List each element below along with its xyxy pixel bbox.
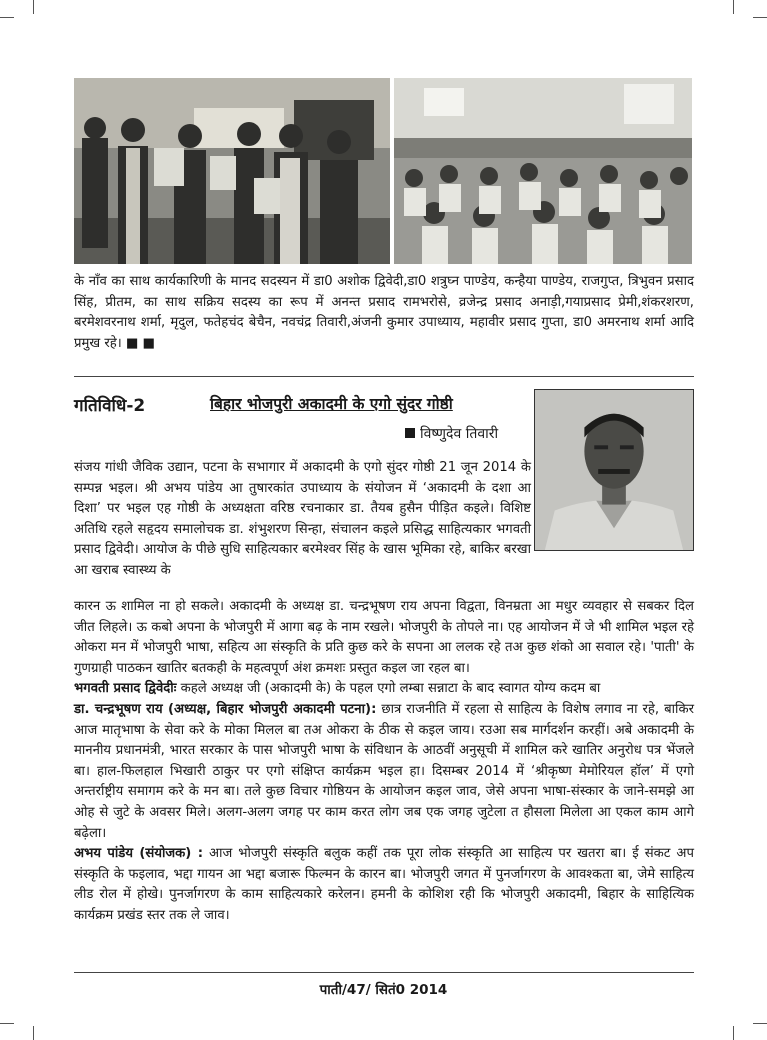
speaker-paragraph-2 [74,700,694,844]
audience-photo [394,78,692,264]
intro-text: के नाँव का साथ कार्यकारिणी के मानद सदस्यन में डा0 अशोक द्विवेदी,डा0 शत्रुघ्न पाण्डेय, कन्हैया पाण्डेय, राजगुप्त, त्रिभुवन प्रसाद सिंह, प्रीतम, का साथ सक्रिय सदस्य का रूप में अनन्त प्रसाद रामभरोसे, व्रजेन्द्र प्रसाद अनाड़ी,गयाप्रसाद प्रेमी,शंकरशरण, बरमेशवरनाथ शर्मा, मृदुल, फतेहचंद बेचैन, नवचंद्र तिवारी,अंजनी कुमार उपाध्याय, महावीर प्रसाद गुप्ता, डा0 अमरनाथ शर्मा आदि प्रमुख रहे। [74,274,694,351]
section-divider [74,376,694,377]
speaker-text: आज भोजपुरी संस्कृति बलुक कहीं तक पूरा लोक संस्कृति आ साहित्य पर खतरा बा। ई संकट अप संस्कृति के फइलाव, भद्दा गायन आ भद्दा बजारू फिल्मन के कारन बा। भोजपुरी जगत में पुनर्जागरण के आवश्कता बा, जेमे साहित्य लीड रोल में होखे। पुनर्जागरण के काम साहित्यकारे करेलन। हमनी के कोशिश रही कि भोजपुरी अकादमी, बिहार के साहित्यिक कार्यक्रम प्रखंड स्तर तक ले जाव। [74,846,694,923]
article-paragraph-1: संजय गांधी जैविक उद्यान, पटना के सभागार में अकादमी के एगो सुंदर गोष्ठी 21 जून 2014 के सम्पन्न भइल। श्री अभय पांडेय आ तुषारकांत उपाध्याय के संयोजन में ‘अकादमी के दशा आ दिशा’ पर भइल एह गोष्ठी के अध्यक्षता वरिष्ठ रचनाकार डा. तैयब हुसैन पीड़ित कइले। विशिष्ट अतिथि रहले सहृदय समालोचक डा. शंभुशरण सिन्हा, संचालन कइले प्रसिद्ध साहित्यकार भगवती प्रसाद द्विवेदी। आयोज के पीछे सुधि साहित्यकार बरमेश्वर सिंह के खास भूमिका रहे, बाकिर बरखा आ खराब स्वास्थ्य के [74,460,531,578]
speaker-name: डा. चन्द्रभूषण राय (अध्यक्ष, बिहार भोजपुरी अकादमी पटना): [74,701,377,717]
speaker-text: छात्र राजनीति में रहला से साहित्य के विशेष लगाव ना रहे, बाकिर आज मातृभाषा के सेवा करे के मोका मिलल बा तअ ओकरा के ठीक से कइल जाय। रउआ सब मार्गदर्शन करहीं। अबे अकादमी के माननीय प्रधानमंत्री, भारत सरकार के पास भोजपुरी भाषा के संविधान के आठवीं अनुसूची में शामिल करे खातिर अनुरोध पत्र भेंजले बा। हाल-फिलहाल भिखारी ठाकुर पर एगो संक्षिप्त कार्यक्रम भइल हा। दिसम्बर 2014 में ‘श्रीकृष्ण मेमोरियल हॉल’ में एगो अन्तर्राष्ट्रीय समागम करे के मन बा। तले कुछ विचार गोष्ठियन के आयोजन कइल जाव, जेसे अपना भाषा-संस्कार के जाने-समझे आ ओह से जुटे के अवसर मिले। अलग-अलग जगह पर काम करत लोग जब एक जगह जुटेला त हौसला मिलेला आ एकल काम आगे बढ़ेला। [74,701,694,841]
article-paragraph-2: कारन ऊ शामिल ना हो सकले। अकादमी के अध्यक्ष डा. चन्द्रभूषण राय अपना विद्वता, विनम्रता आ मधुर व्यवहार से सबकर दिल जीत लिहले। ऊ कबो अपना के भोजपुरी में आगा बढ़ के नाम रखले। भोजपुरी के तोपले ना। एह आयोजन में जे भी शामिल भइल रहे ओकरा मन में भोजपुरी भाषा, सहित्य आ संस्कृति के प्रति कुछ करे के सपना आ ललक रहे तअ कुछ शंको आ सवाल रहे। 'पाती' के गुणग्राही पाठकन खातिर बतकही के महत्वपूर्ण अंश क्रमशः प्रस्तुत कइल जा रहल बा। [74,599,694,676]
crop-mark [0,17,14,18]
crop-mark [33,1026,34,1040]
author-byline [405,424,498,443]
page-footer: पाती/47/ सितं0 2014 [319,982,448,998]
intro-paragraph [74,272,694,354]
crop-mark [733,1026,734,1040]
crop-mark [753,17,767,18]
crop-mark [753,1023,767,1024]
author-portrait [534,389,694,551]
article-body [74,597,694,927]
speaker-name: भगवती प्रसाद द्विवेदीः [74,681,177,697]
section-label: गतिविधि-2 [74,396,146,416]
crop-mark [0,1023,14,1024]
end-marks: ■ ■ [125,335,156,351]
speaker-paragraph-3 [74,844,694,926]
article-title: बिहार भोजपुरी अकादमी के एगो सुंदर गोष्ठी [210,395,453,413]
square-bullet-icon [405,428,415,438]
crop-mark [33,0,34,14]
ceremony-photo [74,78,390,264]
speaker-name: अभय पांडेय (संयोजक) : [74,846,203,862]
speaker-paragraph-1 [74,679,694,700]
footer-divider [74,972,694,973]
crop-mark [733,0,734,14]
speaker-text: कहले अध्यक्ष जी (अकादमी के) के पहल एगो लम्बा सन्नाटा के बाद स्वागत योग्य कदम बा [176,681,601,697]
author-name: विष्णुदेव तिवारी [420,426,499,442]
